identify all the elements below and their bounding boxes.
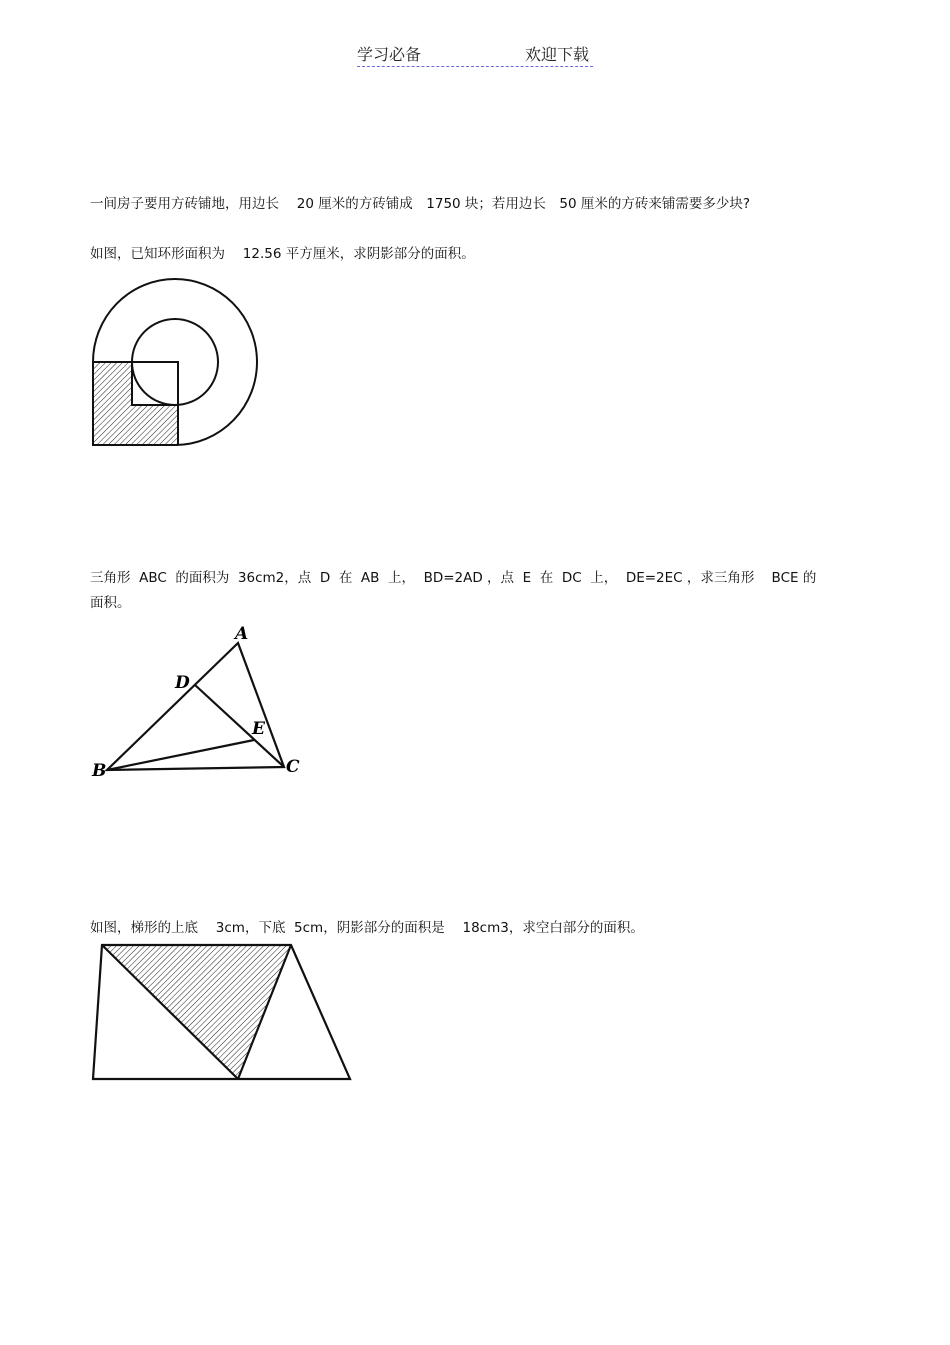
header-right-text: 欢迎下载 xyxy=(524,45,589,64)
label-d: D xyxy=(175,673,190,693)
label-b: B xyxy=(92,761,107,781)
segment-dc xyxy=(195,685,284,767)
label-e: E xyxy=(252,719,265,739)
question-1: 一间房子要用方砖铺地，用边长 20 厘米的方砖铺成 1750 块；若用边长 50 厘米的方砖来铺需要多少块? xyxy=(90,196,751,212)
label-c: C xyxy=(286,757,300,777)
label-a: A xyxy=(235,624,249,644)
question-4: 如图，梯形的上底 3cm，下底 5cm，阴影部分的面积是 18cm3，求空白部分的面积。 xyxy=(90,920,644,936)
header-left-text: 学习必备 xyxy=(357,45,422,64)
question-3-line-1: 三角形 ABC 的面积为 36cm2，点 D 在 AB 上， BD=2AD ，点 E 在 DC 上， DE=2EC ，求三角形 BCE 的 xyxy=(90,570,817,586)
annulus-figure xyxy=(88,278,263,450)
question-2: 如图，已知环形面积为 12.56 平方厘米，求阴影部分的面积。 xyxy=(90,246,475,262)
trapezoid-figure xyxy=(88,940,358,1085)
page-header xyxy=(357,42,593,67)
triangle-figure xyxy=(88,622,308,782)
question-3-line-2: 面积。 xyxy=(90,595,131,611)
segment-be xyxy=(107,740,254,770)
shaded-triangle xyxy=(102,945,291,1079)
